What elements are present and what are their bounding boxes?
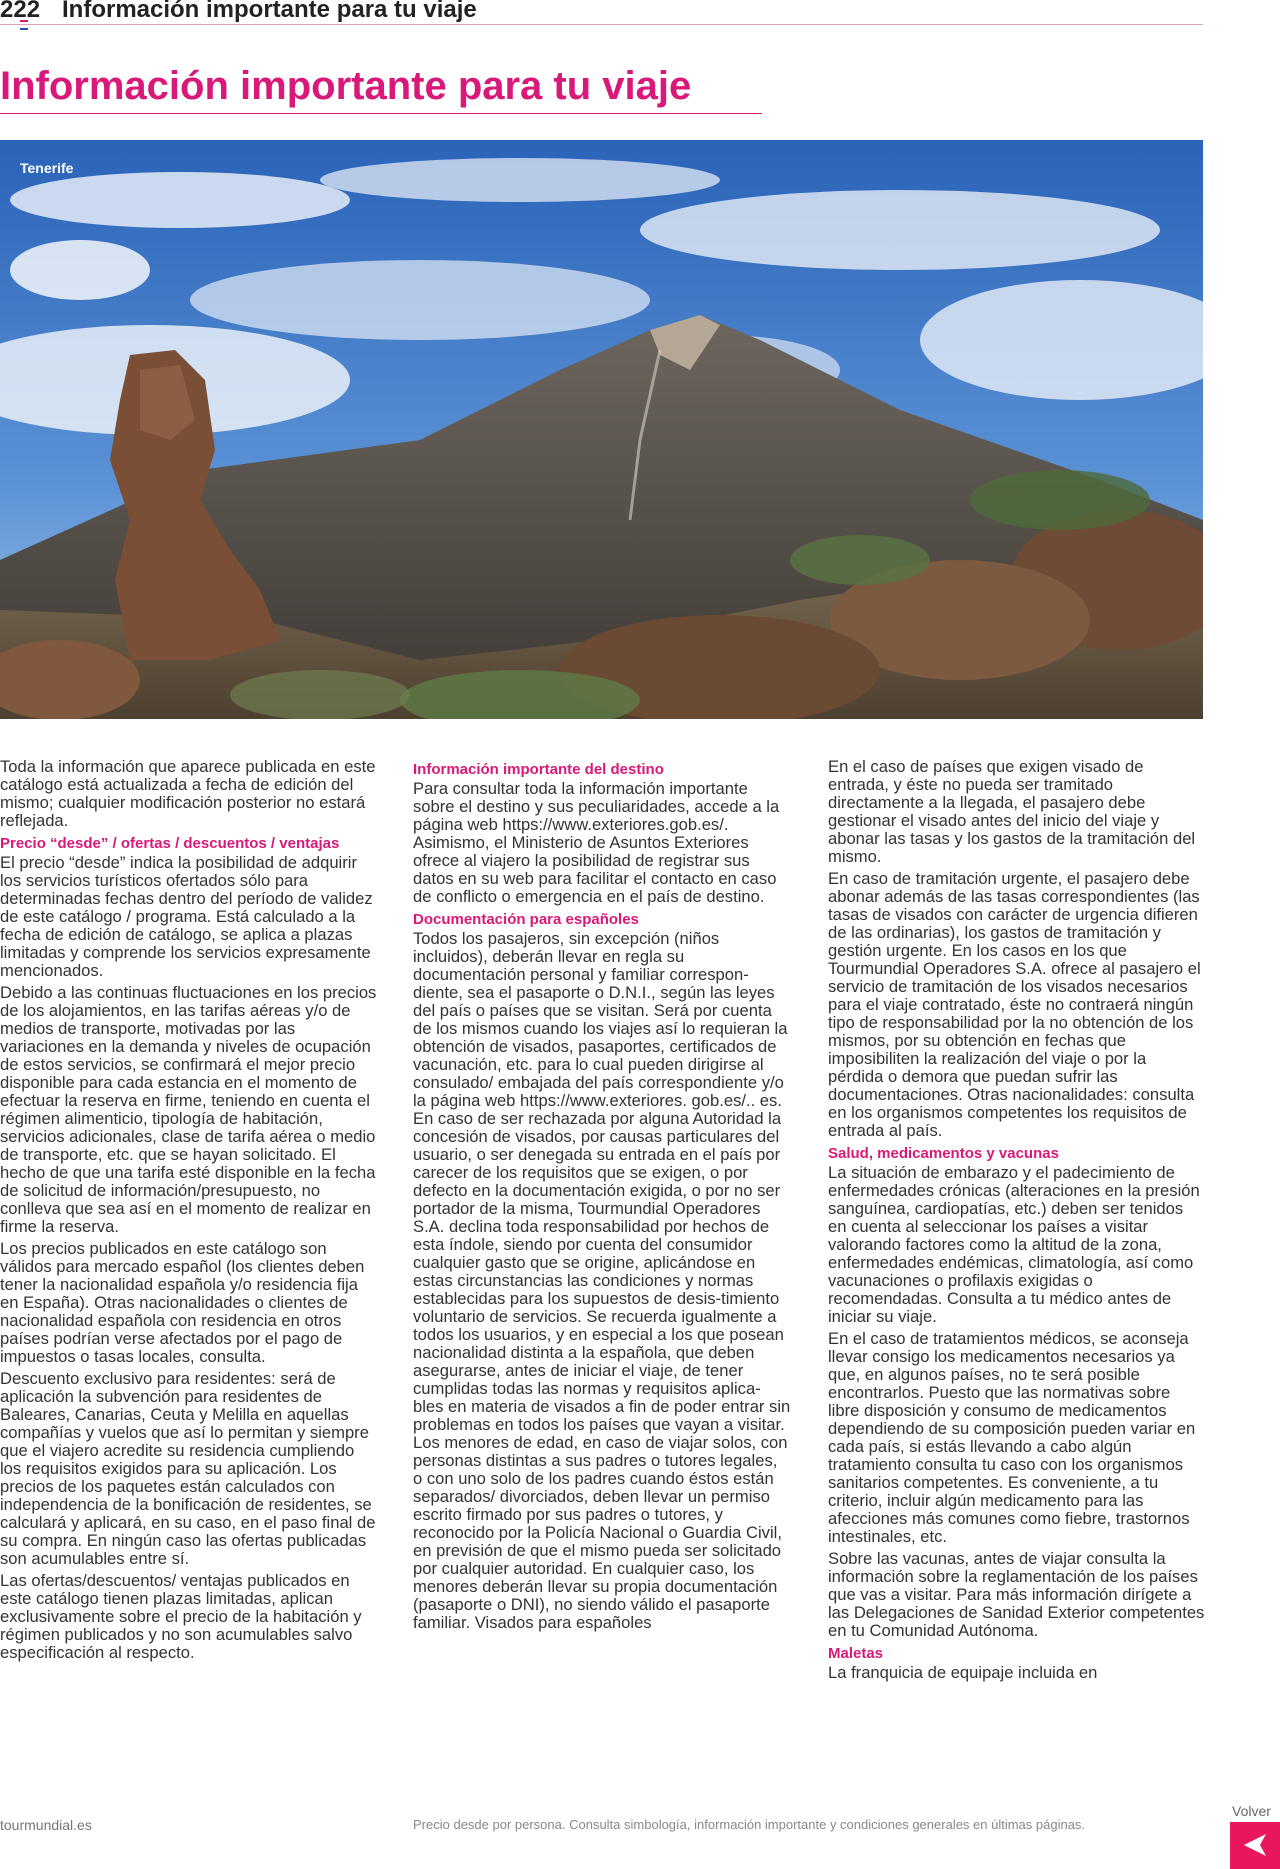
text-column-1 bbox=[0, 758, 378, 1666]
footer-site-link[interactable]: tourmundial.es bbox=[0, 1817, 92, 1833]
paragraph: La franquicia de equipaje incluida en bbox=[828, 1663, 1098, 1682]
back-button[interactable] bbox=[1230, 1822, 1280, 1869]
photo-caption: Tenerife bbox=[20, 160, 74, 176]
title-underline bbox=[0, 113, 762, 114]
hero-photo bbox=[0, 140, 1203, 719]
page-number: 222 bbox=[0, 0, 41, 23]
paragraph: En el caso de tratamientos médicos, se aconseja llevar consigo los medicamentos necesarios ya que, en algunos países, no te será posible encontrarlos. Puesto que las normativas sobre libre disposición y consumo de medicamentos dependiendo de su composición pueden variar en cada país, si estás llevando a cabo algún tratamiento consulta tu caso con los organismos sanitarios competentes. Es conveniente, a tu criterio, incluir algún medicamento para las afecciones más comunes como fiebre, trastornos intestinales, etc. bbox=[828, 1329, 1196, 1546]
section-heading: Información importante del destino bbox=[413, 761, 664, 778]
page-number-mark bbox=[20, 20, 28, 30]
paragraph: Las ofertas/descuentos/ ventajas publicados en este catálogo tienen plazas limitadas, aplican exclusivamente sobre el precio de la habitación y régimen publicados y no son acumulables salvo especificación al respecto. bbox=[0, 1571, 362, 1662]
section-heading: Maletas bbox=[828, 1645, 884, 1662]
section-heading: Precio “desde” / ofertas / descuentos / ventajas bbox=[0, 835, 340, 852]
text-column-2 bbox=[413, 758, 791, 1636]
section-heading: Documentación para españoles bbox=[413, 911, 639, 928]
paragraph: Sobre las vacunas, antes de viajar consulta la información sobre la reglamentación de los países que vas a visitar. Para más información dirígete a las Delegaciones de Sanidad Exterior competentes en tu Comunidad Autónoma. bbox=[828, 1549, 1205, 1640]
back-arrow-icon bbox=[1242, 1832, 1268, 1858]
paragraph: En caso de tramitación urgente, el pasajero debe abonar además de las tasas correspondientes (las tasas de visados con carácter de urgencia difieren de las ordinarias), los gastos de tramitación y gestión urgente. En los casos en los que Tourmundial Operadores S.A. ofrece al pasajero el servicio de tramitación de los visados necesarios para el viaje contratado, éste no contraerá ningún tipo de responsabilidad por la no obtención de los mismos, por su obtención en fechas que imposibiliten la realización del viaje o por la pérdida o demora que puedan sufrir las documentaciones. Otras nacionalidades: consulta en los organismos competentes los requisitos de entrada al país. bbox=[828, 869, 1201, 1140]
paragraph: Para consultar toda la información importante sobre el destino y sus peculiaridades, accede a la página web https://www.exteriores.gob.es/. Asimismo, el Ministerio de Asuntos Exteriores ofrece al viajero la posibilidad de registrar sus datos en su web para facilitar el contacto en caso de conflicto o emergencia en el país de destino. bbox=[413, 779, 780, 906]
text-column-3 bbox=[828, 758, 1206, 1686]
paragraph: En el caso de países que exigen visado de entrada, y éste no pueda ser tramitado directamente a la llegada, el pasajero debe gestionar el visado antes del inicio del viaje y abonar las tasas y los gastos de la tramitación del mismo. bbox=[828, 757, 1196, 866]
paragraph: Descuento exclusivo para residentes: será de aplicación la subvención para residentes de Baleares, Canarias, Ceuta y Melilla en aquellas compañías y vuelos que así lo permitan y siempre que el viajero acredite su residencia cumpliendo los requisitos exigidos para su aplicación. Los precios de los paquetes están calculados con independencia de la bonificación de residentes, se calculará y aplicará, en su caso, en el paso final de su compra. En ningún caso las ofertas publicadas son acumulables entre sí. bbox=[0, 1369, 376, 1568]
paragraph: Los precios publicados en este catálogo son válidos para mercado español (los clientes deben tener la nacionalidad española y/o residencia fija en España). Otras nacionalidades o clientes de nacionalidad española con residencia en otros países podrían verse afectados por el pago de impuestos o tasas locales, consulta. bbox=[0, 1239, 365, 1366]
paragraph: La situación de embarazo y el padecimiento de enfermedades crónicas (alteraciones en la presión sanguínea, cardiopatías, etc.) deben ser tenidos en cuenta al seleccionar los países a visitar valorando factores como la altitud de la zona, enfermedades endémicas, climatología, así como vacunaciones o profilaxis exigidas o recomendadas. Consulta a tu médico antes de iniciar su viaje. bbox=[828, 1163, 1200, 1326]
running-header bbox=[0, 0, 1203, 25]
back-label[interactable]: Volver bbox=[1232, 1803, 1271, 1819]
footer-note: Precio desde por persona. Consulta simbología, información importante y condiciones generales en últimas páginas. bbox=[413, 1817, 1086, 1832]
paragraph: El precio “desde” indica la posibilidad de adquirir los servicios turísticos ofertados sólo para determinadas fechas dentro del período de validez de este catálogo / programa. Está calculado a la fecha de edición de catálogo, se aplica a plazas limitadas y comprende los servicios expresamente mencionados. bbox=[0, 853, 373, 980]
paragraph: Toda la información que aparece publicada en este catálogo está actualizada a fecha de edición del mismo; cualquier modificación posterior no estará reflejada. bbox=[0, 757, 376, 830]
paragraph: Debido a las continuas fluctuaciones en los precios de los alojamientos, en las tarifas aéreas y/o de medios de transporte, motivadas por las variaciones en la demanda y niveles de ocupación de estos servicios, se confirmará el mejor precio disponible para cada estancia en el momento de efectuar la reserva en firme, teniendo en cuenta el régimen alimenticio, tipología de habitación, servicios adicionales, clase de tarifa aérea o medio de transporte, etc. que se hayan solicitado. El hecho de que una tarifa esté disponible en la fecha de solicitud de información/presupuesto, no conlleva que sea así en el momento de realizar en firme la reserva. bbox=[0, 983, 377, 1236]
running-title: Información importante para tu viaje bbox=[62, 0, 477, 23]
page-title: Información importante para tu viaje bbox=[0, 64, 692, 108]
mountain-photo-illustration bbox=[0, 140, 1203, 719]
section-heading: Salud, medicamentos y vacunas bbox=[828, 1145, 1059, 1162]
paragraph: Todos los pasajeros, sin excepción (niños incluidos), deberán llevar en regla su documentación personal y familiar correspon-diente, sea el pasaporte o D.N.I., según las leyes del país o países que se visitan. Será por cuenta de los mismos cuando los viajes así lo requieran la obtención de visados, pasaportes, certificados de vacunación, etc. para lo cual pueden dirigirse al consulado/ embajada del país correspondiente y/o la página web https://www.exteriores. gob.es/.. es. En caso de ser rechazada por alguna Autoridad la concesión de visados, por causas particulares del usuario, o ser denegada su entrada en el país por carecer de los requisitos que se exigen, o por defecto en la documentación exigida, o por no ser portador de la misma, Tourmundial Operadores S.A. declina toda responsabilidad por hechos de esta índole, siendo por cuenta del consumidor cualquier gasto que se origine, aplicándose en estas circunstancias las condiciones y normas establecidas para los supuestos de desis-timiento voluntario de servicios. Se recuerda igualmente a todos los usuarios, y en especial a los que posean nacionalidad distinta a la española, que deben asegurarse, antes de iniciar el viaje, de tener cumplidas todas las normas y requisitos aplica-bles en materia de visados a fin de poder entrar sin problemas en todos los países que vayan a visitar. Los menores de edad, en caso de viajar solos, con personas distintas a sus padres o tutores legales, o con uno solo de los padres cuando éstos están separados/ divorciados, deben llevar un permiso escrito firmado por sus padres o tutores, y reconocido por la Policía Nacional o Guardia Civil, en previsión de que el mismo pueda ser solicitado por cualquier autoridad. En cualquier caso, los menores deberán llevar su propia documentación (pasaporte o DNI), no siendo válido el pasaporte familiar. Visados para españoles bbox=[413, 929, 791, 1632]
